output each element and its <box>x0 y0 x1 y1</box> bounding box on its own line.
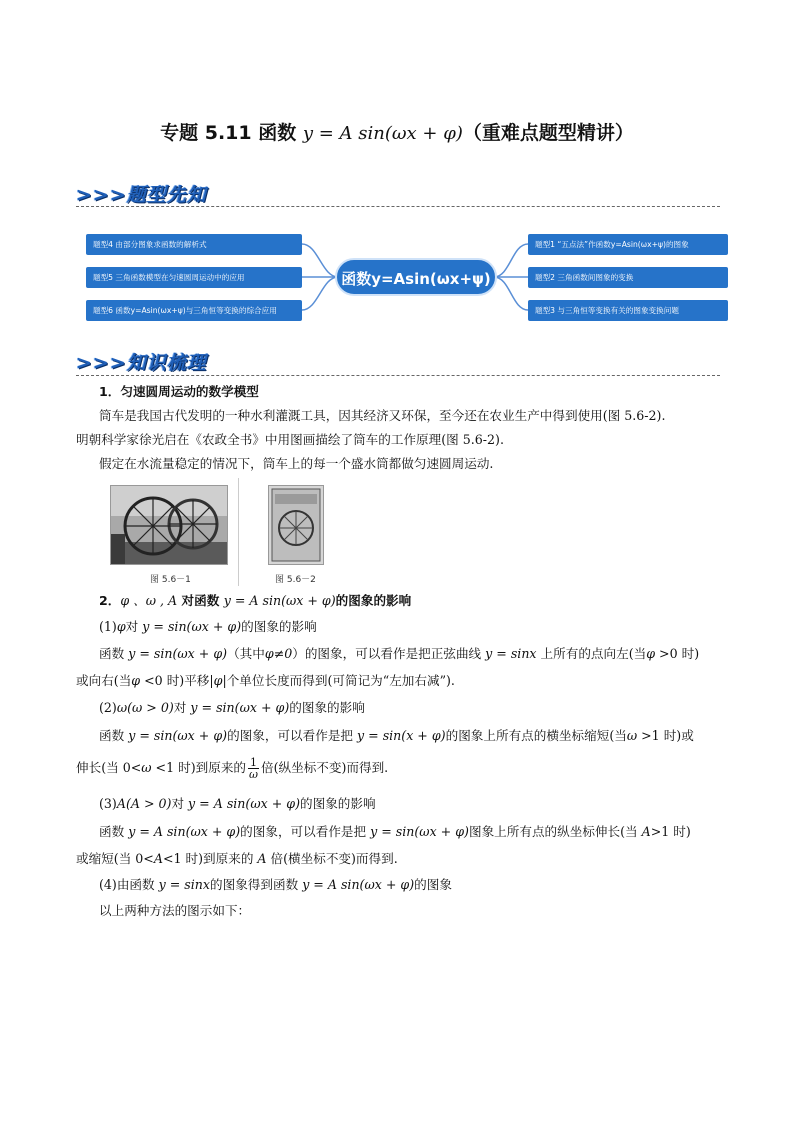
heading-math-params: φ 、ω , A <box>120 593 178 608</box>
math: y = A sin(ωx + φ) <box>128 824 241 839</box>
text: 函数 <box>99 824 129 839</box>
fraction-denominator: ω <box>249 768 258 781</box>
subheading-omega-effect <box>99 699 365 717</box>
text: 的图象 <box>414 877 452 892</box>
text: 或缩短(当 0< <box>76 851 154 866</box>
fraction-numerator: 1 <box>250 756 257 769</box>
subheading-amplitude-effect <box>99 795 376 813</box>
text: <1 时)到原来的 <box>151 760 246 775</box>
text: 对 <box>171 796 189 811</box>
text: 对 <box>173 700 191 715</box>
text: 函数 <box>99 728 129 743</box>
math: ω <box>141 760 152 775</box>
mindmap-node-type3[interactable]: 题型3 与三角恒等变换有关的图象变换问题 <box>528 300 728 321</box>
text: >1 时)或 <box>637 728 694 743</box>
math: y = A sin(ωx + φ) <box>302 877 415 892</box>
text: (2) <box>99 700 117 715</box>
paragraph-line <box>76 850 398 868</box>
text: 的图象的影响 <box>289 700 365 715</box>
text: 的图象，可以看作是把 <box>240 824 371 839</box>
paragraph-line <box>76 672 455 690</box>
text: (4)由函数 <box>99 877 159 892</box>
paragraph-line: 假定在水流量稳定的情况下，筒车上的每一个盛水筒都做匀速圆周运动. <box>99 456 494 471</box>
text: 倍(纵坐标不变)而得到. <box>261 760 389 775</box>
section-header-knowledge: >>>知识梳理 <box>76 352 207 374</box>
mindmap-center-node[interactable]: 函数y=Asin(ωx+ψ) <box>335 258 497 296</box>
math: y = sinx <box>485 646 537 661</box>
text: (1) <box>99 619 117 634</box>
heading-parameter-effects <box>99 592 411 610</box>
section-divider <box>76 375 720 376</box>
heading-text: 的图象的影响 <box>335 593 412 608</box>
title-suffix: （重难点题型精讲） <box>462 122 634 144</box>
mindmap-node-type5[interactable]: 题型5 三角函数模型在匀速圆周运动中的应用 <box>86 267 302 288</box>
figure-caption-1: 图 5.6－1 <box>150 575 191 585</box>
text: ）的图象，可以看作是把正弦曲线 <box>292 646 486 661</box>
heading-text: 对函数 <box>177 593 224 608</box>
text: 图象上所有点的纵坐标伸长(当 <box>468 824 642 839</box>
text: <0 时)平移| <box>140 673 214 688</box>
text: 或向右(当 <box>76 673 132 688</box>
title-formula: y = A sin(ωx + φ) <box>302 123 463 144</box>
math: A <box>257 851 267 866</box>
waterwheel-photo <box>110 485 228 565</box>
mindmap-node-type2[interactable]: 题型2 三角函数间图象的变换 <box>528 267 728 288</box>
math: y = sin(ωx + φ) <box>128 646 228 661</box>
math: ω(ω > 0) <box>116 700 174 715</box>
text: >0 时) <box>655 646 700 661</box>
math: A(A > 0) <box>116 796 172 811</box>
text: 的图象的影响 <box>241 619 317 634</box>
math: φ≠0 <box>264 646 293 661</box>
mindmap-node-type4[interactable]: 题型4 由部分图象求函数的解析式 <box>86 234 302 255</box>
text: 的图象得到函数 <box>210 877 303 892</box>
text: 的图象，可以看作是把 <box>227 728 358 743</box>
text: 倍(横坐标不变)而得到. <box>266 851 398 866</box>
paragraph-line <box>99 823 691 841</box>
text: 函数 <box>99 646 129 661</box>
text: 对 <box>125 619 143 634</box>
text: 的图象的影响 <box>300 796 376 811</box>
paragraph-line: 筒车是我国古代发明的一种水利灌溉工具，因其经济又环保，至今还在农业生产中得到使用(图 5.6-2). <box>99 408 666 423</box>
paragraph-line: 明朝科学家徐光启在《农政全书》中用图画描绘了筒车的工作原理(图 5.6-2). <box>76 432 504 447</box>
text: |个单位长度而得到(可简记为“左加右减”). <box>222 673 455 688</box>
waterwheel-drawing-image <box>269 486 323 564</box>
waterwheel-photo-image <box>111 486 227 564</box>
heading-number: 2． <box>99 593 121 608</box>
paragraph-line <box>99 645 699 663</box>
fraction-one-over-omega <box>248 757 259 780</box>
heading-uniform-circular-motion: 1．匀速圆周运动的数学模型 <box>99 384 259 399</box>
photo-divider <box>238 478 239 586</box>
paragraph-line <box>99 727 694 745</box>
mindmap-node-type6[interactable]: 题型6 函数y=Asin(ωx+ψ)与三角恒等变换的综合应用 <box>86 300 302 321</box>
math: y = sin(ωx + φ) <box>370 824 469 839</box>
text: <1 时)到原来的 <box>162 851 258 866</box>
math: A <box>153 851 163 866</box>
math: φ <box>116 619 126 634</box>
section-header-overview: >>>题型先知 <box>76 184 207 206</box>
text: （其中 <box>227 646 265 661</box>
math: φ <box>213 673 223 688</box>
text: 伸长(当 0< <box>76 760 142 775</box>
text: 的图象上所有点的横坐标缩短(当 <box>445 728 627 743</box>
figure-caption-2: 图 5.6－2 <box>275 575 316 585</box>
mindmap-node-type1[interactable]: 题型1 “五点法”作函数y=Asin(ωx+ψ)的图象 <box>528 234 728 255</box>
subheading-transform-method <box>99 876 452 894</box>
math: φ <box>646 646 656 661</box>
text: >1 时) <box>650 824 691 839</box>
math: y = sinx <box>158 877 211 892</box>
text: (3) <box>99 796 117 811</box>
math: y = sin(ωx + φ) <box>142 619 242 634</box>
math: y = sin(x + φ) <box>357 728 446 743</box>
text: 上所有的点向左(当 <box>536 646 647 661</box>
title-prefix: 专题 5.11 函数 <box>160 122 303 144</box>
math: y = sin(ωx + φ) <box>190 700 290 715</box>
math: φ <box>131 673 141 688</box>
math: y = sin(ωx + φ) <box>128 728 228 743</box>
paragraph-line: 以上两种方法的图示如下： <box>99 903 251 918</box>
math: y = A sin(ωx + φ) <box>188 796 300 811</box>
paragraph-line <box>76 757 388 780</box>
math: ω <box>626 728 638 743</box>
math: A <box>641 824 651 839</box>
waterwheel-drawing <box>268 485 324 565</box>
subheading-phi-effect <box>99 618 317 636</box>
heading-formula: y = A sin(ωx + φ) <box>223 593 336 608</box>
